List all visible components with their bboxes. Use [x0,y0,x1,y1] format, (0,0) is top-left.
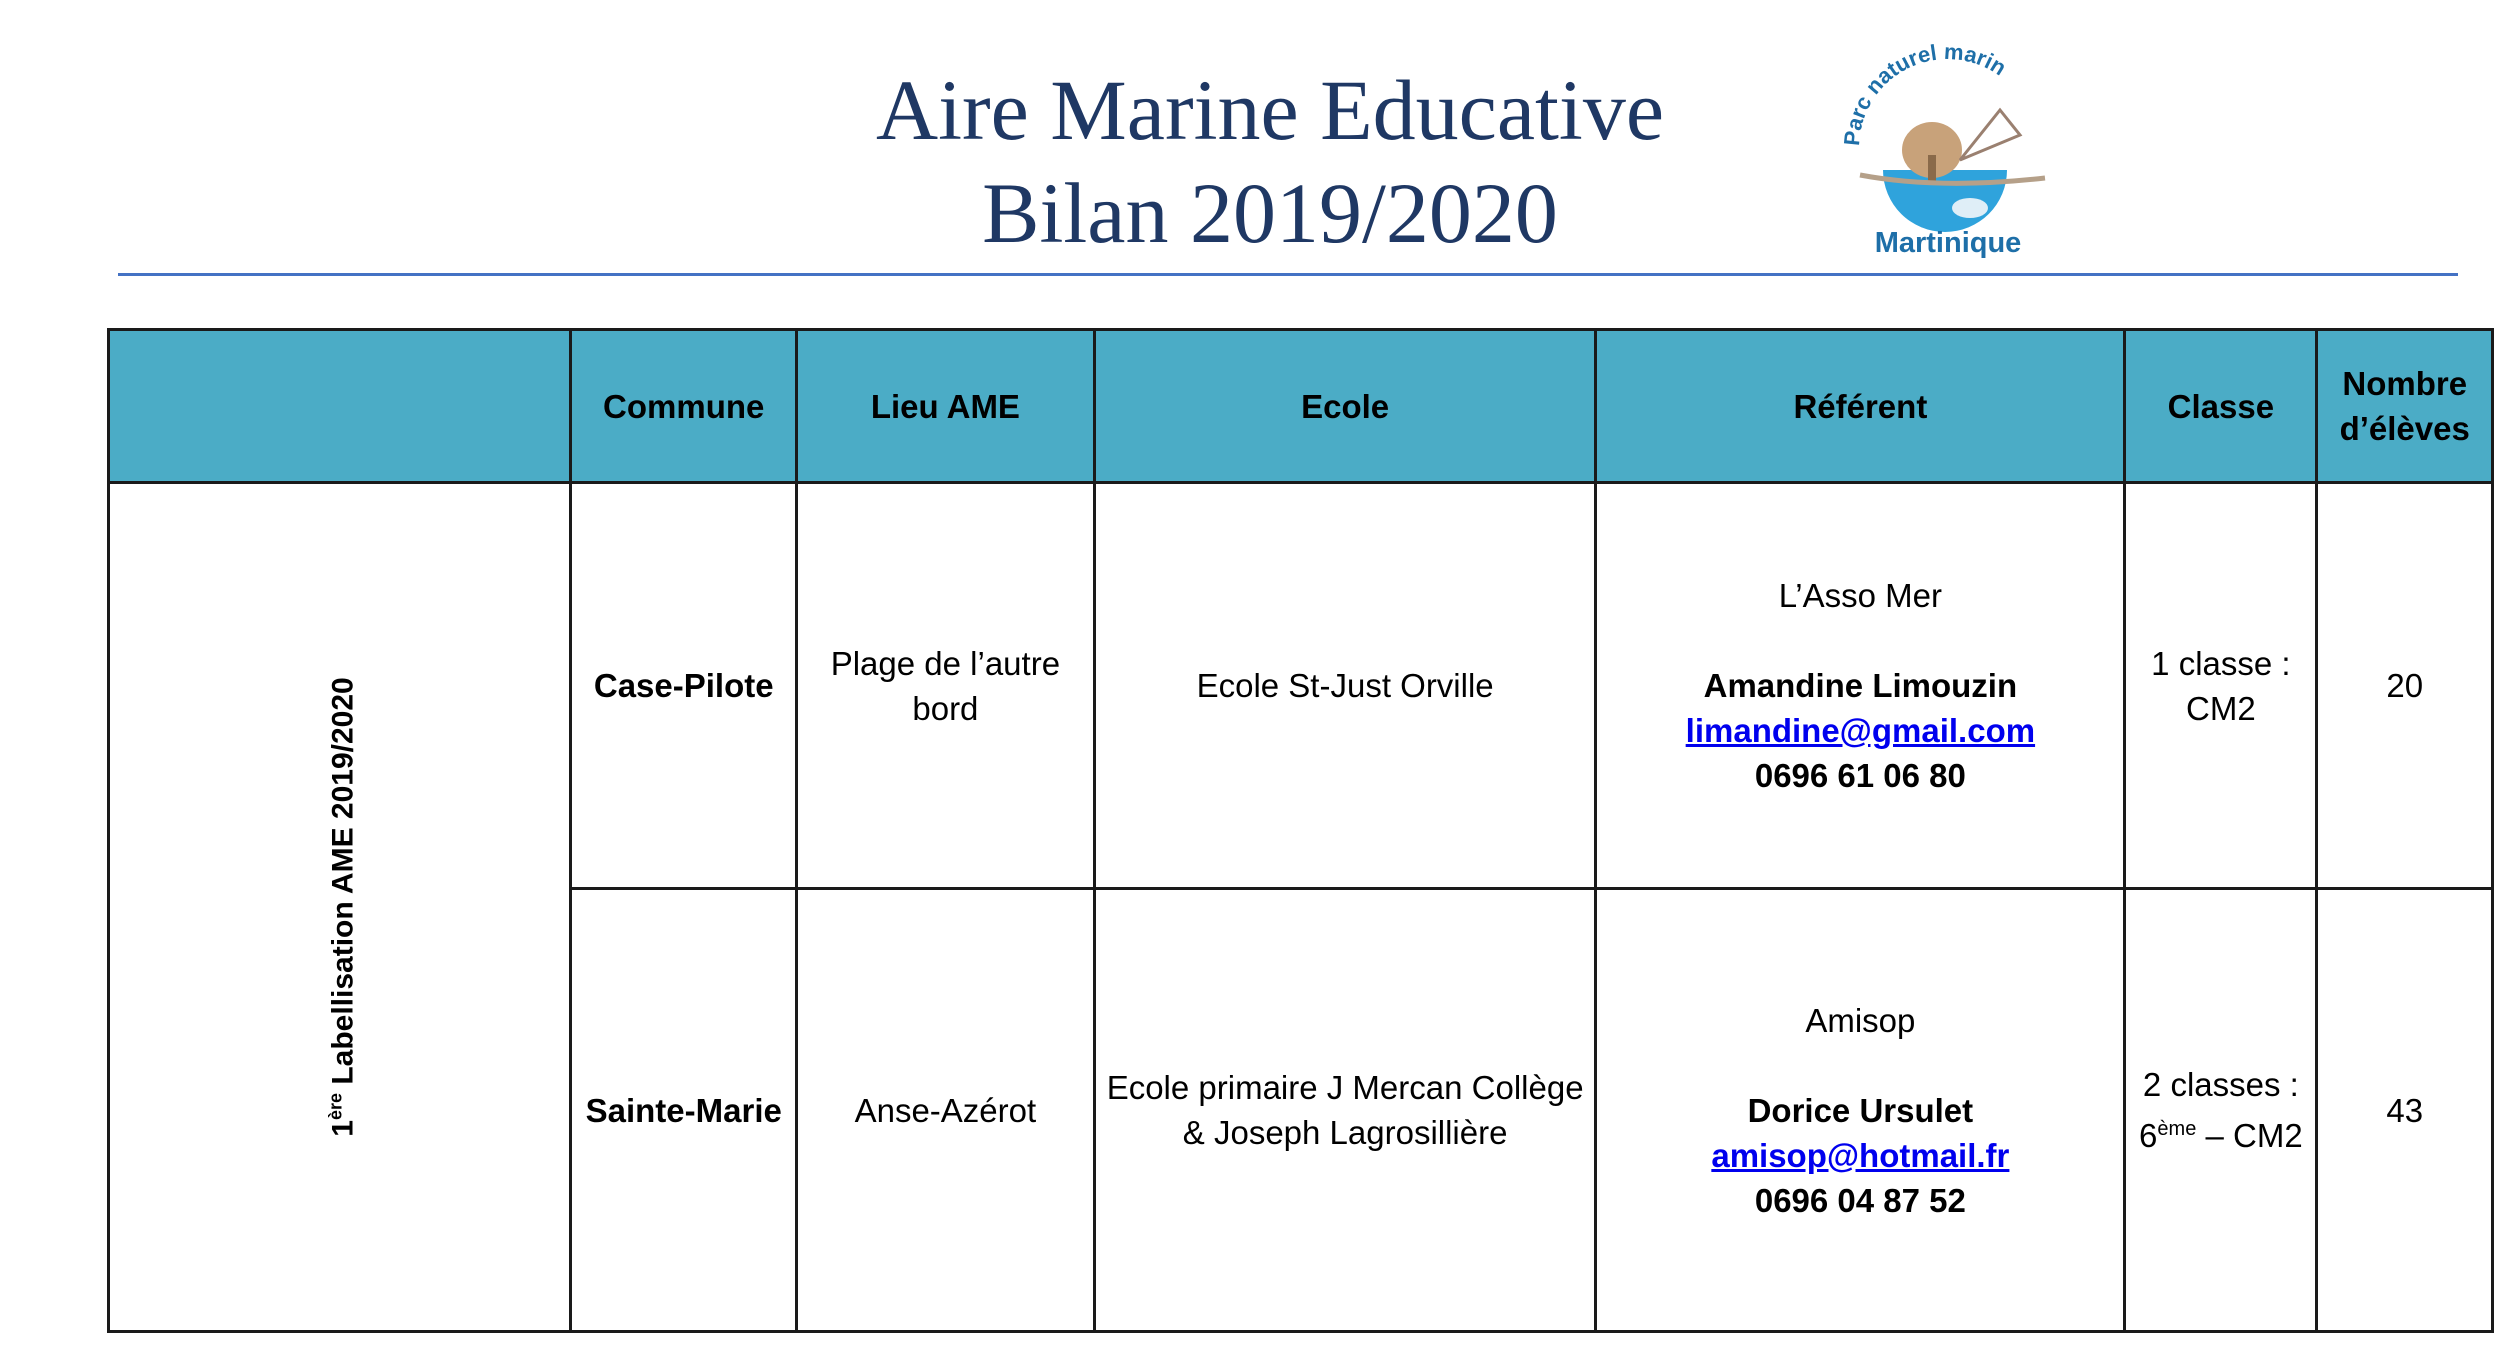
cell-commune: Sainte-Marie [571,889,797,1332]
table-row [109,483,2493,889]
cell-ecole: Ecole St-Just Orville [1094,483,1596,889]
cell-classe: 2 classes : 6ème – CM2 [2125,889,2317,1332]
column-header-commune: Commune [571,330,797,483]
cell-ecole: Ecole primaire J Mercan Collège & Joseph Lagrosillière [1094,889,1596,1332]
column-header-lieu: Lieu AME [796,330,1094,483]
column-header-eleves: Nombre d’élèves [2317,330,2493,483]
side-label: 1ère Labellisation AME 2019/2020 [325,677,360,1137]
cell-eleves: 20 [2317,483,2493,889]
referent-email-link[interactable]: amisop@hotmail.fr [1711,1136,2010,1174]
header-corner [109,330,571,483]
cell-eleves: 43 [2317,889,2493,1332]
cell-commune: Case-Pilote [571,483,797,889]
column-header-ecole: Ecole [1094,330,1596,483]
cell-lieu: Anse-Azérot [796,889,1094,1332]
header-rule [118,273,2458,276]
referent-name: Dorice Ursulet [1747,1091,1974,1129]
cell-referent [1596,889,2125,1332]
page-title: Aire Marine Educative [876,62,1664,158]
referent-phone: 0696 04 87 52 [1754,1181,1966,1219]
side-label-cell [109,483,571,1332]
column-header-referent: Référent [1596,330,2125,483]
referent-org: L’Asso Mer [1778,577,1942,614]
cell-classe: 1 classe : CM2 [2125,483,2317,889]
column-header-classe: Classe [2125,330,2317,483]
svg-text:Parc naturel marin: Parc naturel marin [1838,40,2011,147]
table-header-row [109,330,2493,483]
ame-table [107,328,2494,1333]
logo-label: Martinique [1874,227,2022,259]
referent-email-link[interactable]: limandine@gmail.com [1685,712,2036,749]
referent-phone: 0696 61 06 80 [1754,757,1966,794]
page-subtitle: Bilan 2019/2020 [982,165,1558,261]
cell-referent [1596,483,2125,889]
referent-name: Amandine Limouzin [1703,667,2018,704]
parc-marin-logo [1820,40,2060,260]
referent-org: Amisop [1805,1001,1916,1039]
cell-lieu: Plage de l’autre bord [796,483,1094,889]
